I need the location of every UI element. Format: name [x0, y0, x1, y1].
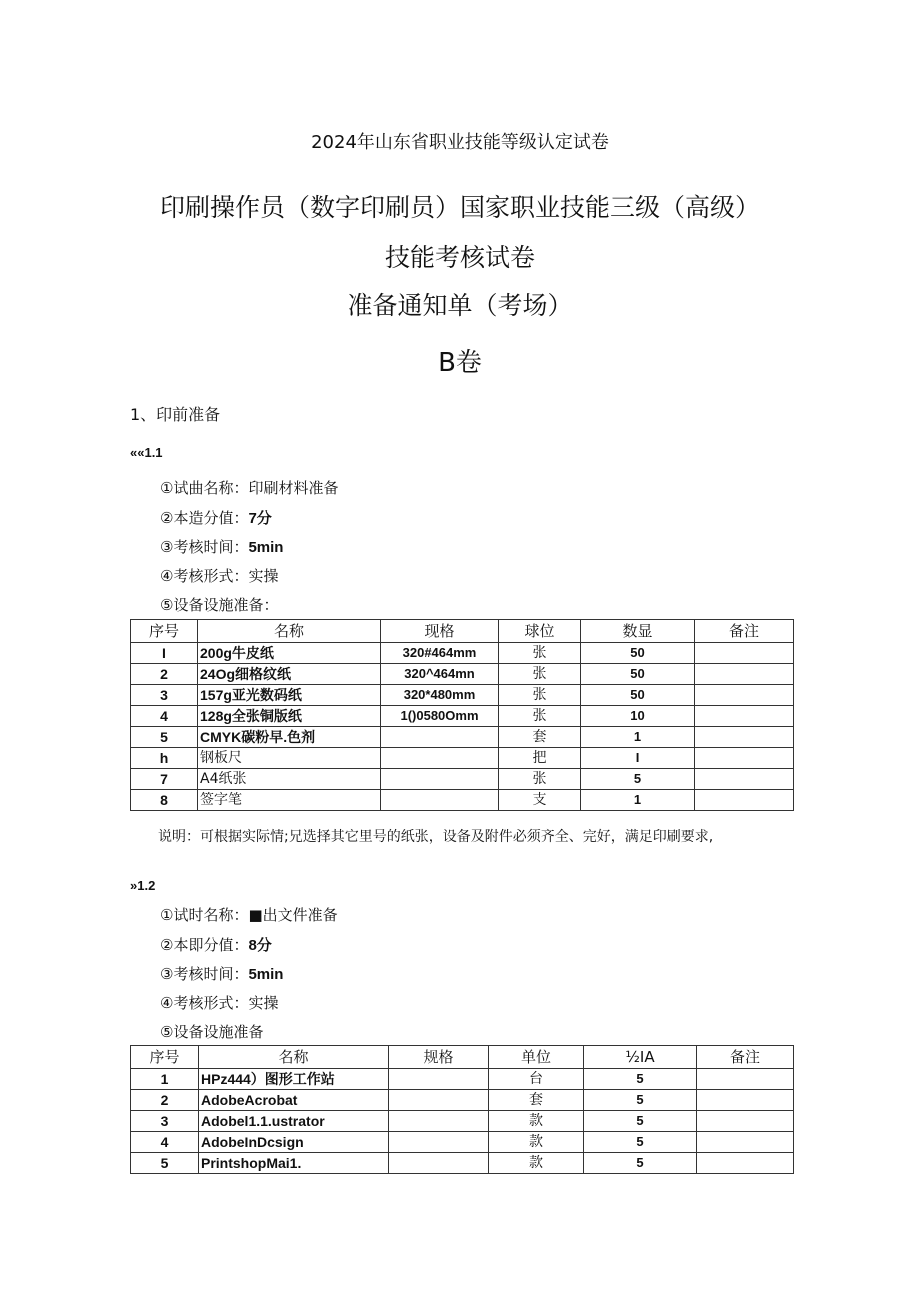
- field-value: ■出文件准备: [248, 906, 338, 924]
- cell-unit: 款: [489, 1132, 584, 1153]
- document-title: 印刷操作员（数字印刷员）国家职业技能三级（高级）: [159, 193, 760, 222]
- column-header: ½IA: [584, 1046, 697, 1069]
- cell-remark: [697, 1132, 794, 1153]
- field-score: [160, 934, 272, 955]
- field-prefix: ③考核时间：: [160, 965, 249, 983]
- table-row: [131, 664, 794, 685]
- field-format: [160, 565, 278, 586]
- cell-spec: [389, 1153, 489, 1174]
- cell-name: 钢板尺: [198, 748, 381, 769]
- field-prefix: ⑤设备设施准备：: [160, 596, 279, 614]
- cell-spec: [389, 1132, 489, 1153]
- cell-unit: 台: [489, 1069, 584, 1090]
- column-header: 备注: [697, 1046, 794, 1069]
- field-format: [160, 992, 278, 1013]
- cell-unit: 套: [489, 1090, 584, 1111]
- cell-spec: [381, 748, 499, 769]
- cell-unit: 张: [499, 706, 581, 727]
- table-row: [131, 685, 794, 706]
- cell-spec: [381, 790, 499, 811]
- cell-index: 4: [131, 706, 198, 727]
- table-row: [131, 1153, 794, 1174]
- exam-title: 2024年山东省职业技能等级认定试卷: [311, 132, 609, 153]
- cell-name: Adobel1.1.ustrator: [199, 1111, 389, 1132]
- cell-qty: 5: [584, 1153, 697, 1174]
- field-value: 5min: [248, 966, 284, 983]
- cell-index: 8: [131, 790, 198, 811]
- table-row: [131, 748, 794, 769]
- part-label-1-1: ««1.1: [130, 445, 163, 460]
- cell-index: h: [131, 748, 198, 769]
- table-row: [131, 1090, 794, 1111]
- cell-name: 200g牛皮纸: [198, 643, 381, 664]
- cell-name: PrintshopMai1.: [199, 1153, 389, 1174]
- field-prefix: ①试曲名称：: [160, 479, 249, 497]
- field-task-name: [160, 904, 338, 925]
- cell-qty: 5: [584, 1090, 697, 1111]
- cell-index: 3: [131, 685, 198, 706]
- cell-name: 128g全张铜版纸: [198, 706, 381, 727]
- section-heading: 1、印前准备: [130, 405, 221, 424]
- cell-qty: 50: [581, 643, 695, 664]
- cell-name: CMYK碳粉早.色剂: [198, 727, 381, 748]
- cell-name: AdobeInDcsign: [199, 1132, 389, 1153]
- notice-title: 准备通知单（考场）: [347, 291, 573, 320]
- cell-spec: [389, 1090, 489, 1111]
- column-header: 名称: [198, 620, 381, 643]
- field-value: 7分: [248, 510, 272, 527]
- cell-unit: 张: [499, 664, 581, 685]
- cell-name: 24Og细格纹纸: [198, 664, 381, 685]
- cell-index: 7: [131, 769, 198, 790]
- cell-unit: 支: [499, 790, 581, 811]
- cell-qty: I: [581, 748, 695, 769]
- cell-index: 4: [131, 1132, 199, 1153]
- cell-name: HPz444）图形工作站: [199, 1069, 389, 1090]
- field-prefix: ④考核形式：: [160, 567, 249, 585]
- field-value: 实操: [248, 567, 279, 585]
- cell-qty: 10: [581, 706, 695, 727]
- part-label-1-2: »1.2: [130, 878, 156, 893]
- cell-remark: [695, 664, 794, 685]
- table-row: [131, 727, 794, 748]
- cell-remark: [695, 769, 794, 790]
- cell-qty: 5: [581, 769, 695, 790]
- table-row: [131, 769, 794, 790]
- field-prefix: ②本即分值：: [160, 936, 249, 954]
- cell-name: 签字笔: [198, 790, 381, 811]
- field-prefix: ③考核时间：: [160, 538, 249, 556]
- cell-unit: 张: [499, 643, 581, 664]
- cell-qty: 5: [584, 1111, 697, 1132]
- field-prefix: ④考核形式：: [160, 994, 249, 1012]
- field-prefix: ②本造分值：: [160, 509, 249, 527]
- software-table: [130, 1045, 794, 1174]
- cell-spec: [381, 769, 499, 790]
- table-header-row: [131, 1046, 794, 1069]
- cell-spec: 320*480mm: [381, 685, 499, 706]
- column-header: 序号: [131, 620, 198, 643]
- column-header: 名称: [199, 1046, 389, 1069]
- cell-qty: 1: [581, 727, 695, 748]
- cell-spec: [389, 1069, 489, 1090]
- cell-name: AdobeAcrobat: [199, 1090, 389, 1111]
- cell-spec: 320#464mm: [381, 643, 499, 664]
- cell-remark: [695, 790, 794, 811]
- cell-qty: 5: [584, 1132, 697, 1153]
- field-value: 8分: [248, 937, 272, 954]
- cell-index: 5: [131, 727, 198, 748]
- column-header: 单位: [489, 1046, 584, 1069]
- column-header: 数显: [581, 620, 695, 643]
- cell-remark: [695, 643, 794, 664]
- cell-spec: 1()0580Omm: [381, 706, 499, 727]
- column-header: 规格: [389, 1046, 489, 1069]
- cell-index: I: [131, 643, 198, 664]
- cell-unit: 把: [499, 748, 581, 769]
- table-row: [131, 1132, 794, 1153]
- field-prefix: ⑤设备设施准备: [160, 1023, 264, 1041]
- cell-remark: [697, 1090, 794, 1111]
- field-equipment: [160, 594, 278, 615]
- cell-qty: 50: [581, 685, 695, 706]
- cell-qty: 5: [584, 1069, 697, 1090]
- column-header: 现格: [381, 620, 499, 643]
- cell-unit: 张: [499, 769, 581, 790]
- field-equipment: [160, 1021, 263, 1042]
- cell-qty: 1: [581, 790, 695, 811]
- cell-index: 3: [131, 1111, 199, 1132]
- cell-index: 2: [131, 664, 198, 685]
- cell-name: 157g亚光数码纸: [198, 685, 381, 706]
- cell-unit: 款: [489, 1111, 584, 1132]
- column-header: 备注: [695, 620, 794, 643]
- cell-spec: [389, 1111, 489, 1132]
- cell-spec: 320^464mn: [381, 664, 499, 685]
- table-row: [131, 1111, 794, 1132]
- field-time: [160, 536, 283, 557]
- table-row: [131, 1069, 794, 1090]
- field-score: [160, 507, 272, 528]
- table-row: [131, 706, 794, 727]
- cell-qty: 50: [581, 664, 695, 685]
- cell-remark: [697, 1111, 794, 1132]
- cell-remark: [695, 706, 794, 727]
- field-task-name: [160, 477, 338, 498]
- field-prefix: ①试时名称：: [160, 906, 249, 924]
- cell-unit: 款: [489, 1153, 584, 1174]
- cell-remark: [697, 1153, 794, 1174]
- document-subtitle: 技能考核试卷: [384, 243, 535, 272]
- cell-unit: 套: [499, 727, 581, 748]
- field-value: 印刷材料准备: [248, 479, 339, 497]
- cell-unit: 张: [499, 685, 581, 706]
- cell-index: 1: [131, 1069, 199, 1090]
- cell-spec: [381, 727, 499, 748]
- cell-remark: [695, 685, 794, 706]
- cell-index: 2: [131, 1090, 199, 1111]
- table-note: 说明：可根据实际情;兄选择其它里号的纸张，设备及附件必须齐全、完好，满足印刷要求,: [158, 829, 714, 845]
- cell-remark: [695, 748, 794, 769]
- column-header: 序号: [131, 1046, 199, 1069]
- cell-remark: [695, 727, 794, 748]
- cell-index: 5: [131, 1153, 199, 1174]
- field-value: 5min: [248, 539, 284, 556]
- field-value: 实操: [248, 994, 279, 1012]
- paper-label: B卷: [438, 348, 482, 378]
- cell-remark: [697, 1069, 794, 1090]
- cell-name: A4纸张: [198, 769, 381, 790]
- field-time: [160, 963, 283, 984]
- table-row: [131, 790, 794, 811]
- table-row: [131, 643, 794, 664]
- table-header-row: [131, 620, 794, 643]
- column-header: 球位: [499, 620, 581, 643]
- materials-table: [130, 619, 794, 811]
